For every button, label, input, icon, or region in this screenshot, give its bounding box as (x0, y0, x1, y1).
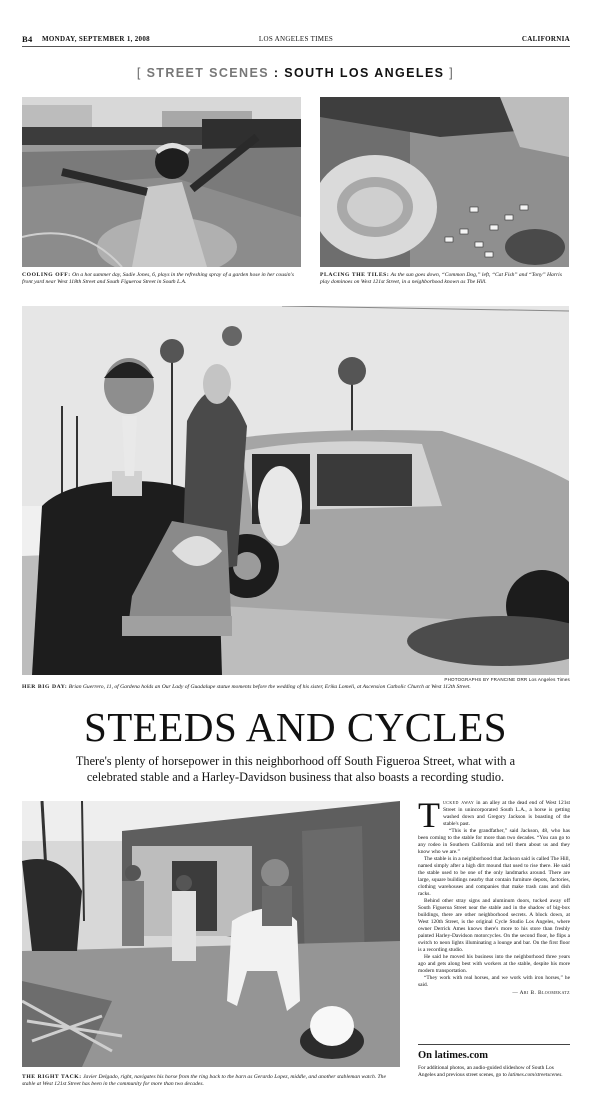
kicker-series-label: STREET SCENES (146, 66, 269, 80)
caption-label: HER BIG DAY: (22, 684, 68, 690)
photo-placing-tiles (320, 97, 569, 267)
photo-right-tack (22, 801, 400, 1067)
lead-in-caps: ucked away (443, 800, 475, 806)
caption-text: As the sun goes down, “Common Dog,” left, “Cat Fish” and “Tony” Harris play dominoes on West 121st Street, in a neighborhood known as The Hill. (320, 272, 562, 285)
section-kicker (0, 66, 591, 80)
caption-her-big-day (22, 684, 569, 691)
story-paragraph: “They work with real horses, and we work with iron horses,” he said. (418, 975, 570, 989)
story-text: in an alley at the dead end of West 121st Street in unincorporated South L.A., a horse is getting washed down and Gregory Jackson is boasting of the stable's past. (443, 800, 570, 827)
story-paragraph: He said he moved his business into the neighborhood three years ago and gets along best with workers at the stable, despite his more modern transportation. (418, 953, 570, 974)
byline: — Ari B. Bloomekatz (512, 989, 570, 996)
caption-cooling-off (22, 272, 301, 286)
caption-text: On a hot summer day, Sadie Jones, 6, plays in the refreshing spray of a garden hose in her cousin's front yard near West 118th Street and South Figueroa Street in South L.A. (22, 272, 294, 285)
kicker-open-bracket: [ (136, 66, 142, 80)
caption-text: Javier Delgado, right, navigates his horse from the ring back to the barn as Gerardo Lopez, middle, and another stableman watch. The stable at West 121st Street has been in the community for more than two decades. (22, 1074, 386, 1087)
page-number: B4 (22, 34, 33, 44)
photo-credit: PHOTOGRAPHS BY FRANCINE ORR Los Angeles Times (444, 677, 570, 682)
story-paragraph (418, 795, 570, 835)
online-box-text (418, 1065, 570, 1079)
online-rule (418, 1044, 570, 1045)
story-paragraph: “This is the grandfather,” said Jackson, 48, who has been coming to the stable for more than two decades. “You can go to any rodeo in Southern California and tell them about us and they know who we are.” (418, 828, 570, 855)
photo-her-big-day (22, 306, 569, 675)
online-box-title: On latimes.com (418, 1050, 488, 1061)
caption-label: PLACING THE TILES: (320, 272, 390, 278)
online-description: For additional photos, an audio-guided slideshow of South Los Angeles and previous street scenes, go to (418, 1065, 554, 1078)
caption-label: COOLING OFF: (22, 272, 71, 278)
caption-label: THE RIGHT TACK: (22, 1074, 82, 1080)
story-body (418, 795, 570, 997)
caption-placing-tiles (320, 272, 569, 286)
caption-text: Brian Guerrero, 11, of Gardena holds an Our Lady of Guadalupe statue moments before the wedding of his sister, Erika Lomeli, at Ascension Catholic Church at West 112th Street. (68, 684, 471, 690)
kicker-close-bracket: ] (449, 66, 455, 80)
photo-cooling-off (22, 97, 301, 267)
story-paragraph: The stable is in a neighborhood that Jackson said is called The Hill, named simply after a high dirt mound that used to rise there. He said the stable used to be one of the only landmarks around. There are large, square buildings nearby that contain furniture depots, factories, clothing warehouses and companies that make trash cans and dish racks. (418, 856, 570, 897)
caption-right-tack (22, 1074, 400, 1088)
online-link[interactable]: latimes.com/streetscenes. (508, 1071, 563, 1078)
headline: STEEDS AND CYCLES (83, 704, 508, 750)
story-paragraph: Behind other stray signs and aluminum doors, tucked away off South Figueroa Street near the stable and in the shadow of big-box buildings, there are other neighborhood secrets. A block down, at West 120th Street, is the original Cycle Studio Los Angeles, where owner Derrick Ames knows there's more to his store than freshly painted Harley-Davidson motorcycles. On the second floor, he flips a switch to neon lights illuminating a lounge and bar. On the first floor is a recording studio. (418, 898, 570, 953)
folio (22, 34, 570, 46)
kicker-location: : SOUTH LOS ANGELES (273, 66, 445, 80)
issue-date: MONDAY, SEPTEMBER 1, 2008 (42, 35, 150, 43)
newspaper-name: LOS ANGELES TIMES (258, 35, 334, 43)
section-name: CALIFORNIA (521, 35, 570, 43)
deck: There's plenty of horsepower in this neighborhood off South Figueroa Street, what with a celebrated stable and a Harley-Davidson business that also boasts a recording studio. (75, 754, 516, 784)
drop-cap: T (418, 795, 440, 835)
folio-rule (22, 46, 570, 47)
